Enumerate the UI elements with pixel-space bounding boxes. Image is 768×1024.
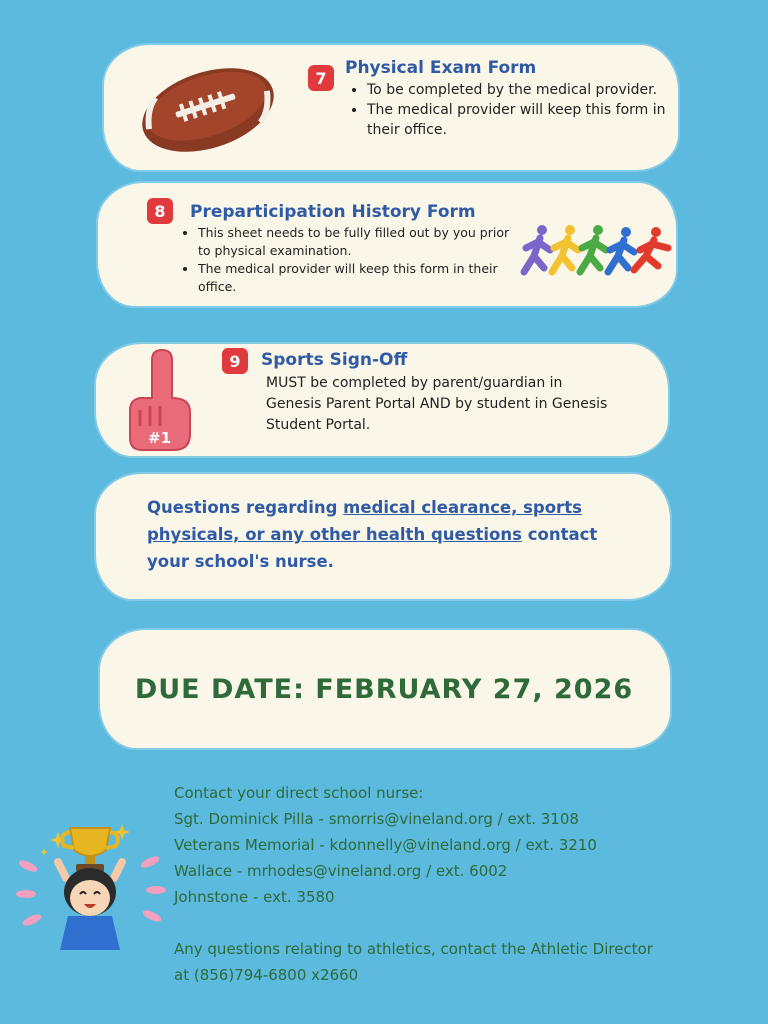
due-date: DUE DATE: FEBRUARY 27, 2026 — [134, 674, 634, 705]
contact-heading: Contact your direct school nurse: — [174, 784, 424, 802]
football-icon — [136, 60, 281, 160]
physical-exam-bullets — [353, 80, 667, 140]
spacer — [174, 910, 764, 936]
contact-section — [174, 780, 764, 988]
runners-icon — [500, 222, 675, 282]
sports-signoff-title: Sports Sign-Off — [261, 350, 408, 370]
questions-before: Questions regarding — [147, 498, 344, 517]
foam-finger-icon — [124, 346, 198, 454]
list-item: • This sheet needs to be fully filled out by you prior to physical examination. — [198, 224, 518, 260]
athletics-contact-line-2: at (856)794-6800 x2660 — [174, 966, 359, 984]
questions-after: contact your school's nurse. — [147, 525, 598, 571]
step-badge-7: 7 — [308, 65, 334, 91]
health-questions-link[interactable]: medical clearance, sports physicals, or any other health questions — [147, 498, 582, 544]
history-form-bullets — [184, 224, 518, 296]
nurse-contact-line: Johnstone - ext. 3580 — [174, 888, 335, 906]
list-item: • The medical provider will keep this form in their office. — [367, 100, 667, 140]
athletics-contact-line-1: Any questions relating to athletics, contact the Athletic Director — [174, 940, 653, 958]
sports-signoff-text: MUST be completed by parent/guardian in Genesis Parent Portal AND by student in Genesis Student Portal. — [266, 375, 608, 433]
nurse-contact-line: Sgt. Dominick Pilla - smorris@vineland.org / ext. 3108 — [174, 810, 579, 828]
finger-label: #1 — [148, 429, 172, 447]
step-badge-8: 8 — [147, 198, 173, 224]
list-item: • The medical provider will keep this form in their office. — [198, 260, 518, 296]
trophy-kid-icon — [10, 818, 175, 953]
list-item: • To be completed by the medical provider. — [367, 80, 667, 100]
history-form-title: Preparticipation History Form — [190, 202, 476, 222]
questions-text — [147, 494, 627, 575]
physical-exam-title: Physical Exam Form — [345, 58, 537, 78]
step-badge-9: 9 — [222, 348, 248, 374]
nurse-contact-line: Veterans Memorial - kdonnelly@vineland.org / ext. 3210 — [174, 836, 597, 854]
nurse-contact-line: Wallace - mrhodes@vineland.org / ext. 6002 — [174, 862, 508, 880]
